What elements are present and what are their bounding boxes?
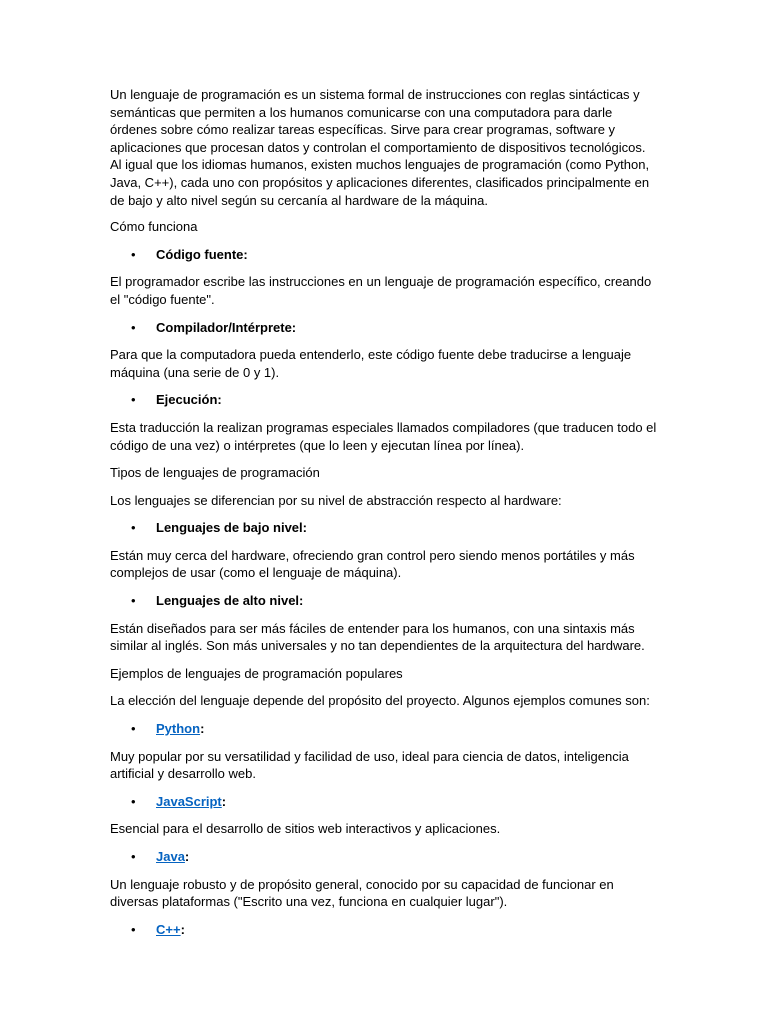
bullet-item-low-level bbox=[110, 519, 658, 537]
bullet-item-cpp bbox=[110, 921, 658, 939]
bullet-item-high-level bbox=[110, 592, 658, 610]
document-page bbox=[110, 86, 658, 948]
bullet-item-execution bbox=[110, 391, 658, 409]
bullet-icon: • bbox=[131, 520, 136, 536]
bullet-description: Esencial para el desarrollo de sitios web interactivos y aplicaciones. bbox=[110, 821, 501, 837]
bullet-description: Están muy cerca del hardware, ofreciendo gran control pero siendo menos portátiles y más complejos de usar (como el lenguaje de máquina). bbox=[110, 547, 635, 581]
bullet-description: Esta traducción la realizan programas especiales llamados compiladores (que traducen todo el código de una vez) o intérpretes (que lo leen y ejecutan línea por línea). bbox=[110, 419, 657, 453]
bullet-item-javascript bbox=[110, 793, 658, 811]
link-colon: : bbox=[184, 849, 190, 864]
bullet-icon: • bbox=[131, 921, 136, 937]
bullet-icon: • bbox=[131, 392, 136, 408]
link-colon: : bbox=[221, 793, 227, 809]
bullet-icon: • bbox=[131, 319, 136, 335]
bullet-item-python bbox=[110, 720, 658, 738]
bullet-description: Un lenguaje robusto y de propósito general, conocido por su capacidad de funcionar en diversas plataformas ("Escrito una vez, funciona en cualquier lugar"). bbox=[110, 876, 614, 910]
bullet-item-java bbox=[110, 848, 658, 866]
bullet-title: Compilador/Intérprete: bbox=[156, 319, 297, 335]
javascript-link[interactable]: JavaScript bbox=[156, 793, 222, 809]
bullet-icon: • bbox=[131, 849, 136, 864]
section-intro-examples: La elección del lenguaje depende del propósito del proyecto. Algunos ejemplos comunes son: bbox=[110, 693, 650, 709]
bullet-title: Lenguajes de bajo nivel: bbox=[156, 520, 307, 536]
bullet-item-compiler bbox=[110, 319, 658, 337]
bullet-description: Para que la computadora pueda entenderlo, este código fuente debe traducirse a lenguaje máquina (una serie de 0 y 1). bbox=[110, 347, 632, 380]
bullet-description: Están diseñados para ser más fáciles de entender para los humanos, con una sintaxis más similar al inglés. Son más universales y no tan dependientes de la arquitectura del hardware. bbox=[110, 620, 645, 654]
bullet-title: Código fuente: bbox=[156, 246, 248, 262]
bullet-title: Ejecución: bbox=[156, 392, 222, 408]
section-heading-types: Tipos de lenguajes de programación bbox=[110, 465, 320, 481]
bullet-icon: • bbox=[131, 793, 136, 809]
section-heading-examples: Ejemplos de lenguajes de programación populares bbox=[110, 665, 403, 681]
bullet-description: El programador escribe las instrucciones en un lenguaje de programación específico, creando el "código fuente". bbox=[110, 274, 652, 307]
bullet-icon: • bbox=[131, 721, 136, 737]
section-heading-how: Cómo funciona bbox=[110, 219, 198, 235]
bullet-item-source-code bbox=[110, 246, 658, 264]
section-intro-types: Los lenguajes se diferencian por su nivel de abstracción respecto al hardware: bbox=[110, 492, 562, 508]
python-link[interactable]: Python bbox=[156, 721, 201, 737]
link-colon: : bbox=[180, 921, 185, 937]
cpp-link[interactable]: C++ bbox=[156, 921, 181, 937]
intro-paragraph: Un lenguaje de programación es un sistema formal de instrucciones con reglas sintácticas y semánticas que permiten a los humanos comunicarse con una computadora para darle órdenes sobre cómo realizar tareas específicas. Sirve para crear programas, software y aplicaciones que procesan datos y controlan el comportamiento de dispositivos tecnológicos. Al igual que los idiomas humanos, existen muchos lenguajes de programación (como Python, Java, C++), cada uno con propósitos y aplicaciones diferentes, clasificados principalmente en de bajo y alto nivel según su cercanía al hardware de la máquina. bbox=[110, 87, 650, 208]
bullet-description: Muy popular por su versatilidad y facilidad de uso, ideal para ciencia de datos, inteligencia artificial y desarrollo web. bbox=[110, 748, 629, 782]
link-colon: : bbox=[200, 721, 205, 737]
bullet-title: Lenguajes de alto nivel: bbox=[156, 593, 304, 609]
java-link[interactable]: Java bbox=[156, 849, 185, 864]
bullet-icon: • bbox=[131, 593, 136, 609]
bullet-icon: • bbox=[131, 246, 136, 262]
